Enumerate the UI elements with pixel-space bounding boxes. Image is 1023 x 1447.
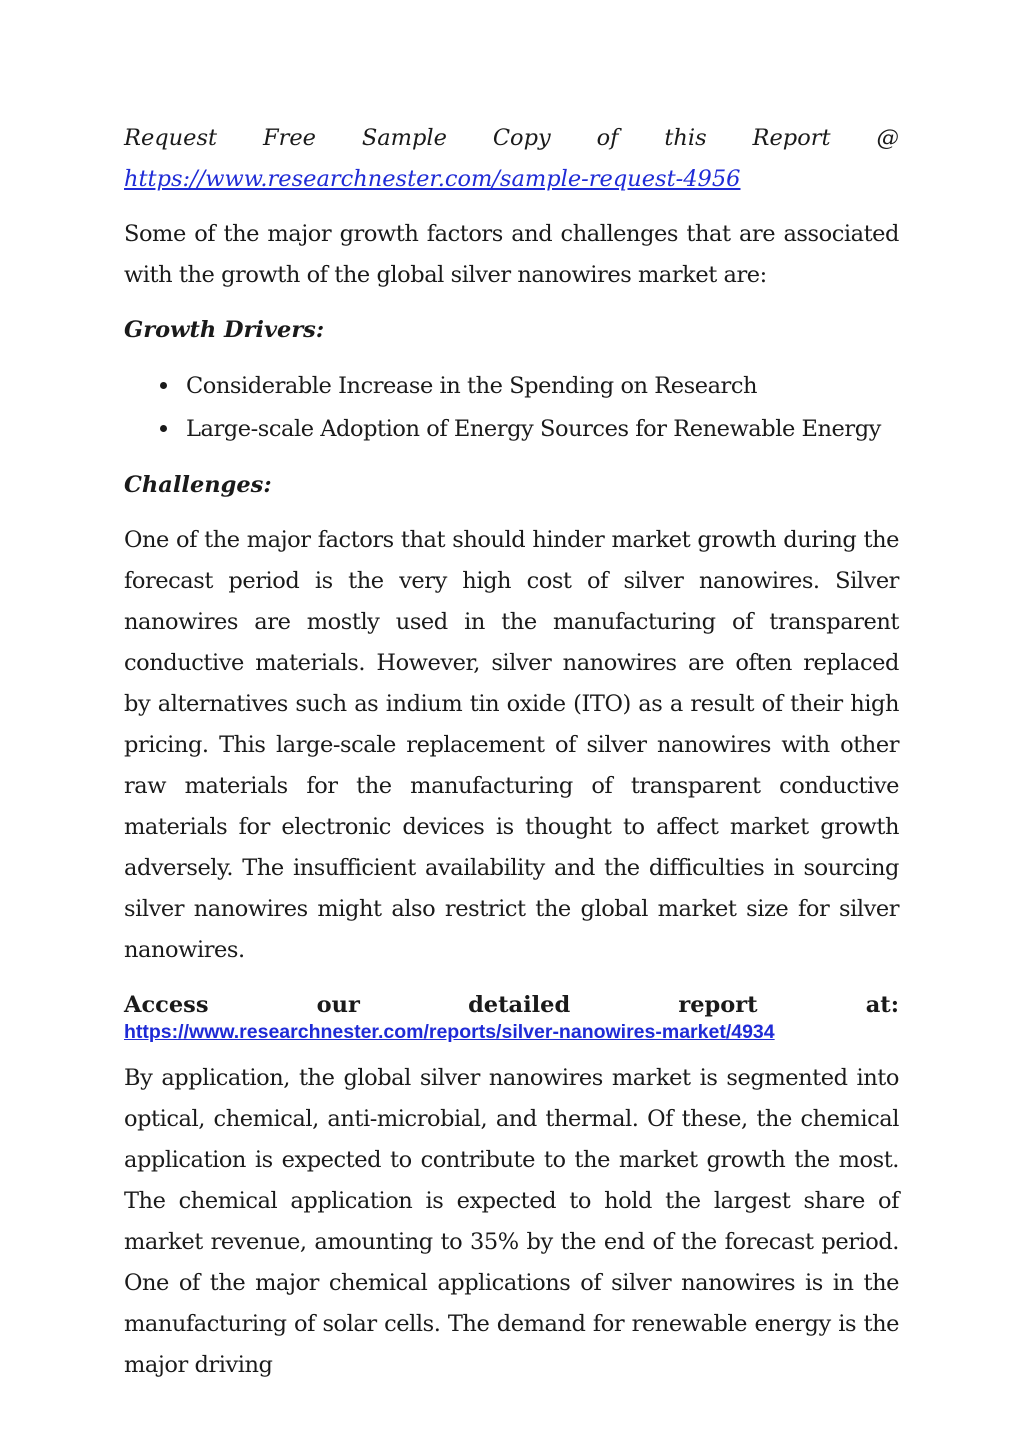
access-word: Access xyxy=(124,992,209,1018)
access-word: at: xyxy=(865,992,899,1018)
access-word: detailed xyxy=(468,992,571,1018)
request-word: Free xyxy=(262,125,316,151)
request-word: Report xyxy=(752,125,831,151)
intro-paragraph: Some of the major growth factors and challenges that are associated with the growth of the global silver nanowires market are: xyxy=(124,221,899,288)
sample-request-link[interactable]: https://www.researchnester.com/sample-request-4956 xyxy=(124,166,741,192)
document-page xyxy=(124,118,899,1386)
list-item xyxy=(160,408,899,451)
access-word: report xyxy=(678,992,758,1018)
growth-drivers-list xyxy=(124,365,899,451)
list-item-text: Considerable Increase in the Spending on Research xyxy=(186,373,758,399)
growth-drivers-heading: Growth Drivers: xyxy=(124,317,325,343)
request-word: Copy xyxy=(492,125,551,151)
access-word: our xyxy=(316,992,360,1018)
request-sample-line xyxy=(124,118,899,159)
report-link[interactable]: https://www.researchnester.com/reports/silver-nanowires-market/4934 xyxy=(124,1021,775,1043)
list-item-text: Large-scale Adoption of Energy Sources for Renewable Energy xyxy=(186,416,881,442)
challenges-heading: Challenges: xyxy=(124,472,272,498)
challenges-paragraph: One of the major factors that should hinder market growth during the forecast period is the very high cost of silver nanowires. Silver nanowires are mostly used in the manufacturing of transparent conductive materials. However, silver nanowires are often replaced by alternatives such as indium tin oxide (ITO) as a result of their high pricing. This large-scale replacement of silver nanowires with other raw materials for the manufacturing of transparent conductive materials for electronic devices is thought to affect market growth adversely. The insufficient availability and the difficulties in sourcing silver nanowires might also restrict the global market size for silver nanowires. xyxy=(124,527,899,963)
request-word: Request xyxy=(124,125,218,151)
request-word: Sample xyxy=(361,125,447,151)
application-paragraph: By application, the global silver nanowires market is segmented into optical, chemical, anti-microbial, and thermal. Of these, the chemical application is expected to contribute to the market growth the most. The chemical application is expected to hold the largest share of market revenue, amounting to 35% by the end of the forecast period. One of the major chemical applications of silver nanowires is in the manufacturing of solar cells. The demand for renewable energy is the major driving xyxy=(124,1065,899,1378)
bullet-icon xyxy=(160,425,167,432)
request-word: of xyxy=(596,125,619,151)
bullet-icon xyxy=(160,382,167,389)
request-word: @ xyxy=(876,125,899,151)
request-word: this xyxy=(664,125,707,151)
list-item xyxy=(160,365,899,408)
